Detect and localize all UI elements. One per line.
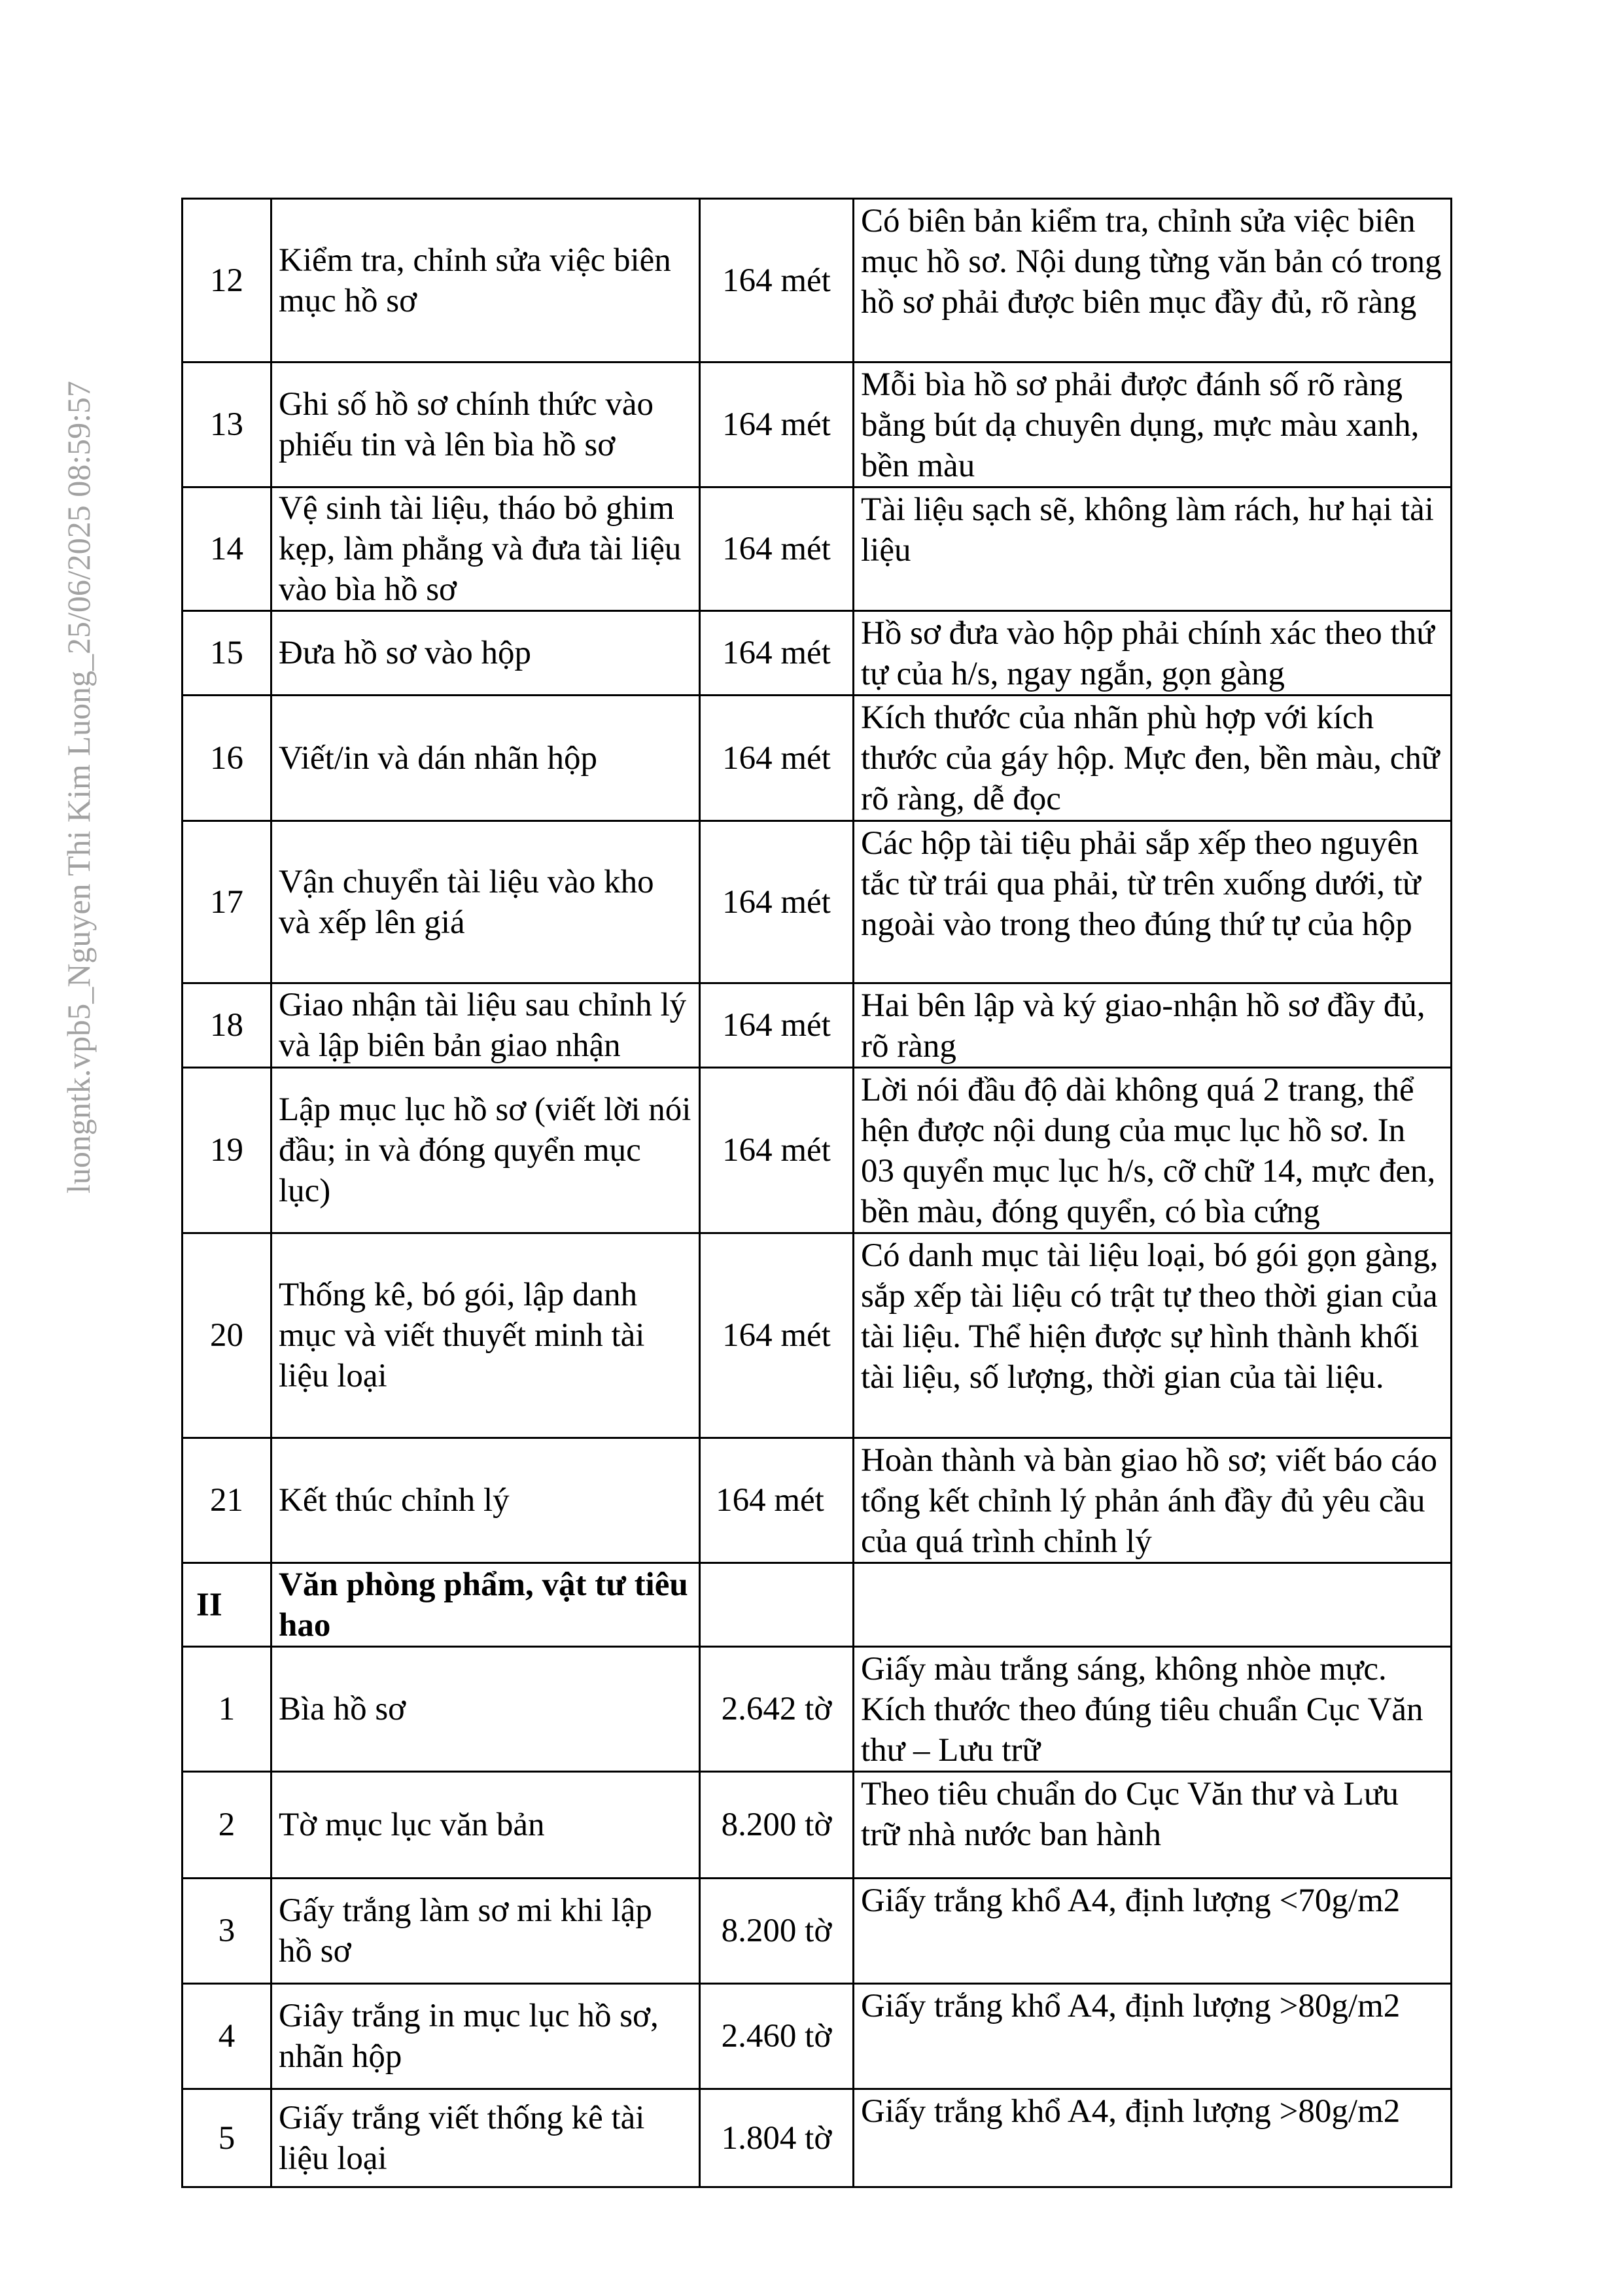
table-row <box>183 1438 1452 1563</box>
watermark: luongntk.vpb5_Nguyen Thi Kim Luong_25/06/2025 08:59:57 <box>60 380 97 1194</box>
quantity <box>700 1563 854 1647</box>
quantity: 164 mét <box>700 821 854 983</box>
row-number: 19 <box>183 1068 271 1233</box>
row-number: 17 <box>183 821 271 983</box>
table-row <box>183 199 1452 362</box>
requirement: Kích thước của nhãn phù hợp với kích thước của gáy hộp. Mực đen, bền màu, chữ rõ ràng, dễ đọc <box>854 696 1452 821</box>
requirement: Giấy màu trắng sáng, không nhòe mực. Kích thước theo đúng tiêu chuẩn Cục Văn thư – Lưu trữ <box>854 1647 1452 1772</box>
requirement: Hồ sơ đưa vào hộp phải chính xác theo thứ tự của h/s, ngay ngắn, gọn gàng <box>854 611 1452 696</box>
table-row <box>183 821 1452 983</box>
task-name: Giây trắng in mục lục hồ sơ, nhãn hộp <box>271 1984 700 2089</box>
quantity: 164 mét <box>700 362 854 487</box>
quantity: 164 mét <box>700 611 854 696</box>
quantity: 164 mét <box>700 983 854 1068</box>
row-number: II <box>183 1563 271 1647</box>
row-number: 14 <box>183 487 271 611</box>
table-row <box>183 362 1452 487</box>
row-number: 5 <box>183 2089 271 2187</box>
table-row <box>183 1563 1452 1647</box>
row-number: 18 <box>183 983 271 1068</box>
quantity: 2.642 tờ <box>700 1647 854 1772</box>
table-row <box>183 1068 1452 1233</box>
task-name: Văn phòng phẩm, vật tư tiêu hao <box>271 1563 700 1647</box>
task-name: Kết thúc chỉnh lý <box>271 1438 700 1563</box>
quantity: 8.200 tờ <box>700 1772 854 1879</box>
requirement: Theo tiêu chuẩn do Cục Văn thư và Lưu trữ nhà nước ban hành <box>854 1772 1452 1879</box>
requirement <box>854 1563 1452 1647</box>
table-row <box>183 983 1452 1068</box>
requirement: Tài liệu sạch sẽ, không làm rách, hư hại tài liệu <box>854 487 1452 611</box>
requirement: Giấy trắng khổ A4, định lượng <70g/m2 <box>854 1879 1452 1984</box>
row-number: 21 <box>183 1438 271 1563</box>
table-row <box>183 1984 1452 2089</box>
table-row <box>183 487 1452 611</box>
table-row <box>183 1647 1452 1772</box>
table-body <box>183 199 1452 2187</box>
row-number: 3 <box>183 1879 271 1984</box>
requirement: Có danh mục tài liệu loại, bó gói gọn gàng, sắp xếp tài liệu có trật tự theo thời gian của tài liệu. Thể hiện được sự hình thành khối tài liệu, số lượng, thời gian của tài liệu. <box>854 1233 1452 1438</box>
task-name: Giấy trắng viết thống kê tài liệu loại <box>271 2089 700 2187</box>
quantity: 2.460 tờ <box>700 1984 854 2089</box>
task-name: Lập mục lục hồ sơ (viết lời nói đầu; in và đóng quyển mục lục) <box>271 1068 700 1233</box>
task-name: Thống kê, bó gói, lập danh mục và viết thuyết minh tài liệu loại <box>271 1233 700 1438</box>
requirement: Hoàn thành và bàn giao hồ sơ; viết báo cáo tổng kết chỉnh lý phản ánh đầy đủ yêu cầu của quá trình chỉnh lý <box>854 1438 1452 1563</box>
task-name: Vận chuyển tài liệu vào kho và xếp lên giá <box>271 821 700 983</box>
quantity: 164 mét <box>700 1438 854 1563</box>
task-name: Kiểm tra, chỉnh sửa việc biên mục hồ sơ <box>271 199 700 362</box>
task-name: Tờ mục lục văn bản <box>271 1772 700 1879</box>
row-number: 15 <box>183 611 271 696</box>
requirement: Giấy trắng khổ A4, định lượng >80g/m2 <box>854 2089 1452 2187</box>
quantity: 164 mét <box>700 1233 854 1438</box>
row-number: 16 <box>183 696 271 821</box>
task-name: Gấy trắng làm sơ mi khi lập hồ sơ <box>271 1879 700 1984</box>
quantity: 8.200 tờ <box>700 1879 854 1984</box>
task-name: Ghi số hồ sơ chính thức vào phiếu tin và lên bìa hồ sơ <box>271 362 700 487</box>
quantity: 1.804 tờ <box>700 2089 854 2187</box>
quantity: 164 mét <box>700 1068 854 1233</box>
row-number: 13 <box>183 362 271 487</box>
task-name: Đưa hồ sơ vào hộp <box>271 611 700 696</box>
table-row <box>183 1233 1452 1438</box>
row-number: 12 <box>183 199 271 362</box>
requirement: Mỗi bìa hồ sơ phải được đánh số rõ ràng bằng bút dạ chuyên dụng, mực màu xanh, bền màu <box>854 362 1452 487</box>
work-items-table <box>181 198 1452 2188</box>
row-number: 1 <box>183 1647 271 1772</box>
task-name: Bìa hồ sơ <box>271 1647 700 1772</box>
requirement: Các hộp tài tiệu phải sắp xếp theo nguyên tắc từ trái qua phải, từ trên xuống dưới, từ ngoài vào trong theo đúng thứ tự của hộp <box>854 821 1452 983</box>
task-name: Vệ sinh tài liệu, tháo bỏ ghim kẹp, làm phẳng và đưa tài liệu vào bìa hồ sơ <box>271 487 700 611</box>
quantity: 164 mét <box>700 487 854 611</box>
row-number: 4 <box>183 1984 271 2089</box>
table-row <box>183 1879 1452 1984</box>
table-row <box>183 611 1452 696</box>
row-number: 20 <box>183 1233 271 1438</box>
requirement: Lời nói đầu độ dài không quá 2 trang, thể hện được nội dung của mục lục hồ sơ. In 03 quyển mục lục h/s, cỡ chữ 14, mực đen, bền màu, đóng quyển, có bìa cứng <box>854 1068 1452 1233</box>
quantity: 164 mét <box>700 199 854 362</box>
table-row <box>183 2089 1452 2187</box>
quantity: 164 mét <box>700 696 854 821</box>
requirement: Hai bên lập và ký giao-nhận hồ sơ đầy đủ, rõ ràng <box>854 983 1452 1068</box>
table-row <box>183 1772 1452 1879</box>
task-name: Viết/in và dán nhãn hộp <box>271 696 700 821</box>
requirement: Giấy trắng khổ A4, định lượng >80g/m2 <box>854 1984 1452 2089</box>
table-row <box>183 696 1452 821</box>
row-number: 2 <box>183 1772 271 1879</box>
requirement: Có biên bản kiểm tra, chỉnh sửa việc biên mục hồ sơ. Nội dung từng văn bản có trong hồ sơ phải được biên mục đầy đủ, rõ ràng <box>854 199 1452 362</box>
task-name: Giao nhận tài liệu sau chỉnh lý và lập biên bản giao nhận <box>271 983 700 1068</box>
